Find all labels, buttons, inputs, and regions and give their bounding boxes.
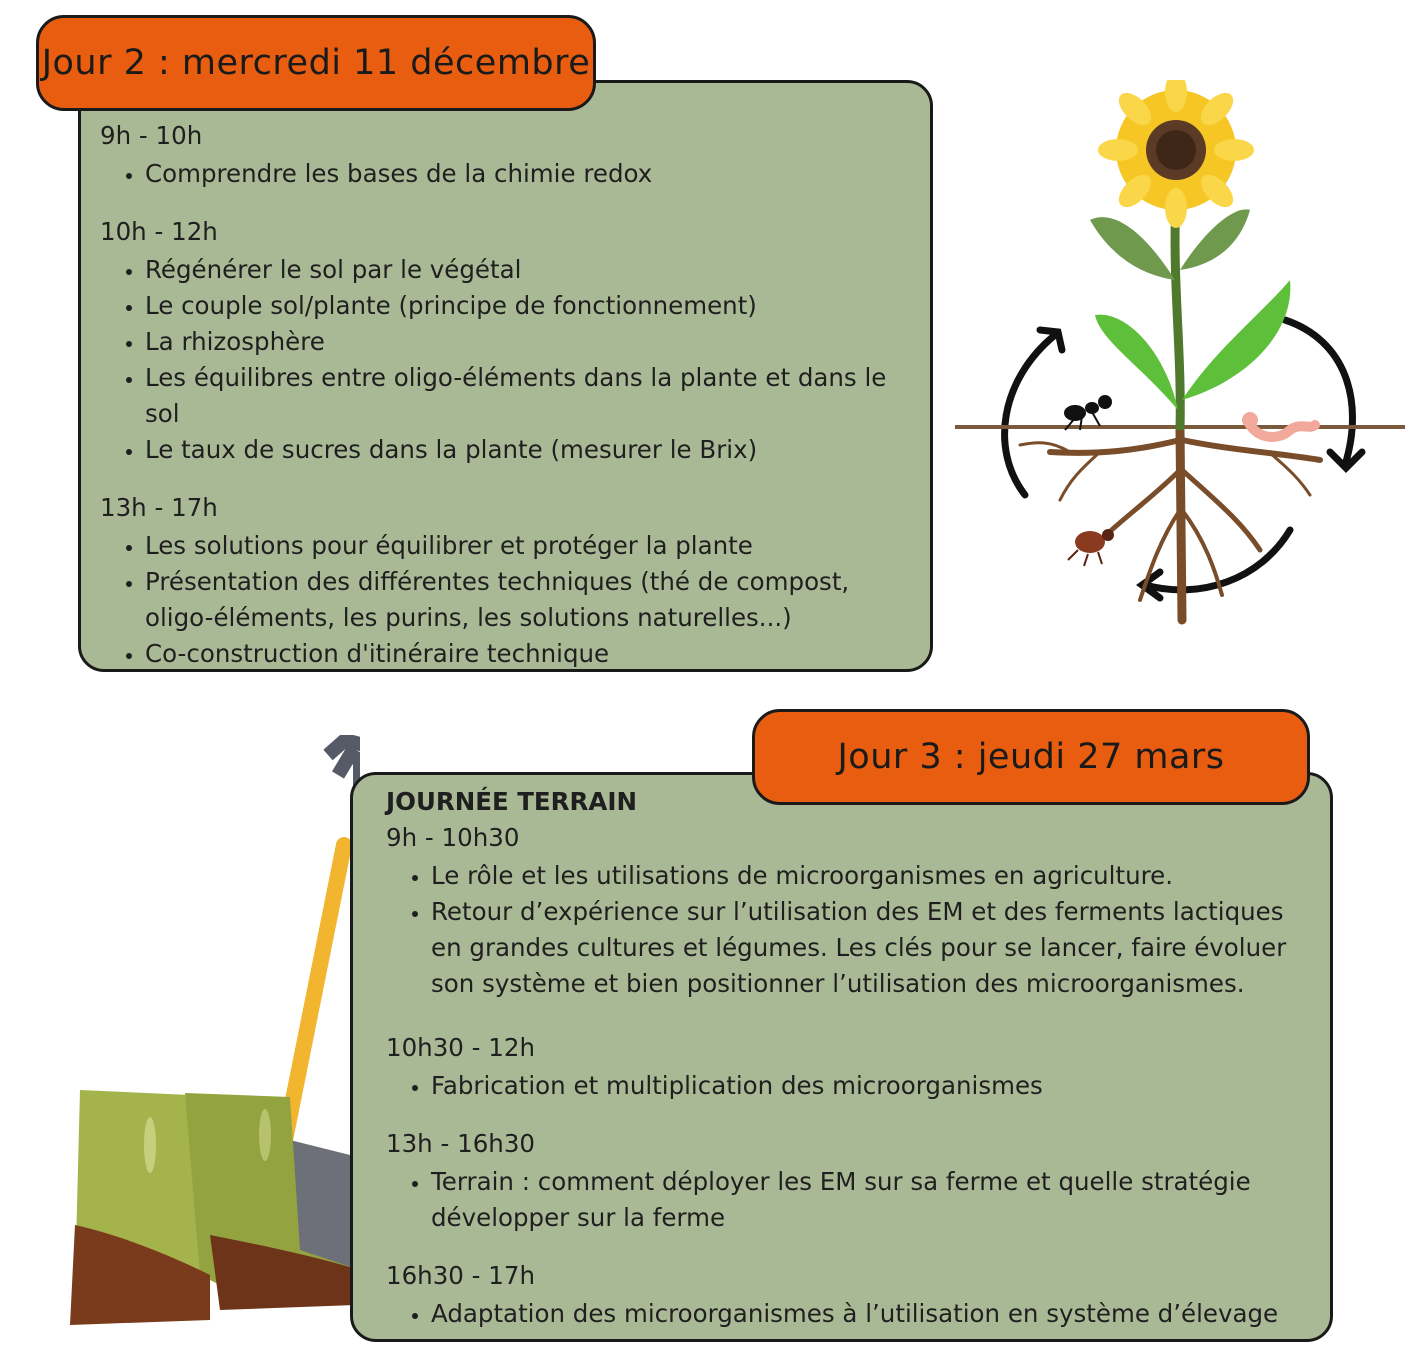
boots-shovel-illustration bbox=[60, 735, 360, 1345]
list-item: • Retour d’expérience sur l’utilisation des EM et des ferments lactiques en grandes cultures et légumes. Les clés pour se lancer, faire évoluer son système et bien positionner l’utilisation des microorganismes. bbox=[431, 894, 1316, 1002]
item-list bbox=[100, 252, 925, 468]
stem bbox=[1175, 200, 1180, 430]
time-slot: 10h30 - 12h bbox=[386, 1033, 535, 1062]
time-slot: 10h - 12h bbox=[100, 217, 218, 246]
day3-title: Jour 3 : jeudi 27 mars bbox=[752, 709, 1310, 805]
list-item: • Le couple sol/plante (principe de fonctionnement) bbox=[145, 288, 925, 324]
day2-title: Jour 2 : mercredi 11 décembre bbox=[36, 15, 596, 111]
list-item: • Le rôle et les utilisations de microorganismes en agriculture. bbox=[431, 858, 1316, 894]
item-list bbox=[386, 1068, 1316, 1104]
time-slot: 16h30 - 17h bbox=[386, 1261, 535, 1290]
leaves bbox=[1090, 209, 1290, 410]
list-item: • La rhizosphère bbox=[145, 324, 925, 360]
list-item: • Régénérer le sol par le végétal bbox=[145, 252, 925, 288]
list-item: • Le taux de sucres dans la plante (mesurer le Brix) bbox=[145, 432, 925, 468]
beetle-icon bbox=[1068, 529, 1114, 566]
day3-block-1 bbox=[386, 820, 1316, 1002]
list-item: • Adaptation des microorganismes à l’utilisation en système d’élevage bbox=[431, 1296, 1316, 1332]
list-item: • Fabrication et multiplication des microorganismes bbox=[431, 1068, 1316, 1104]
worm-icon bbox=[1242, 412, 1315, 437]
item-list bbox=[100, 156, 925, 192]
sunflower-illustration bbox=[950, 80, 1410, 640]
list-item: • Co-construction d'itinéraire technique bbox=[145, 636, 925, 672]
sunflower-icon bbox=[1098, 80, 1254, 228]
day3-block-4 bbox=[386, 1258, 1316, 1332]
time-slot: 9h - 10h bbox=[100, 121, 203, 150]
time-slot: 13h - 16h30 bbox=[386, 1129, 535, 1158]
list-item: • Comprendre les bases de la chimie redox bbox=[145, 156, 925, 192]
day2-schedule bbox=[100, 118, 925, 694]
time-slot: 9h - 10h30 bbox=[386, 823, 520, 852]
list-item: • Les équilibres entre oligo-éléments dans la plante et dans le sol bbox=[145, 360, 925, 432]
day2-block-1 bbox=[100, 118, 925, 192]
day3-block-3 bbox=[386, 1126, 1316, 1236]
day3-schedule bbox=[386, 784, 1316, 1332]
item-list bbox=[386, 1164, 1316, 1236]
item-list bbox=[100, 528, 925, 672]
day3-block-2 bbox=[386, 1030, 1316, 1104]
list-item: • Les solutions pour équilibrer et protéger la plante bbox=[145, 528, 925, 564]
list-item: • Terrain : comment déployer les EM sur sa ferme et quelle stratégie développer sur la ferme bbox=[431, 1164, 1316, 1236]
ant-icon bbox=[1065, 396, 1111, 430]
day2-block-2 bbox=[100, 214, 925, 468]
item-list bbox=[386, 858, 1316, 1002]
section-heading: JOURNÉE TERRAIN bbox=[386, 787, 637, 816]
day2-block-3 bbox=[100, 490, 925, 672]
item-list bbox=[386, 1296, 1316, 1332]
time-slot: 13h - 17h bbox=[100, 493, 218, 522]
list-item: • Présentation des différentes techniques (thé de compost, oligo-éléments, les purins, les solutions naturelles...) bbox=[145, 564, 925, 636]
